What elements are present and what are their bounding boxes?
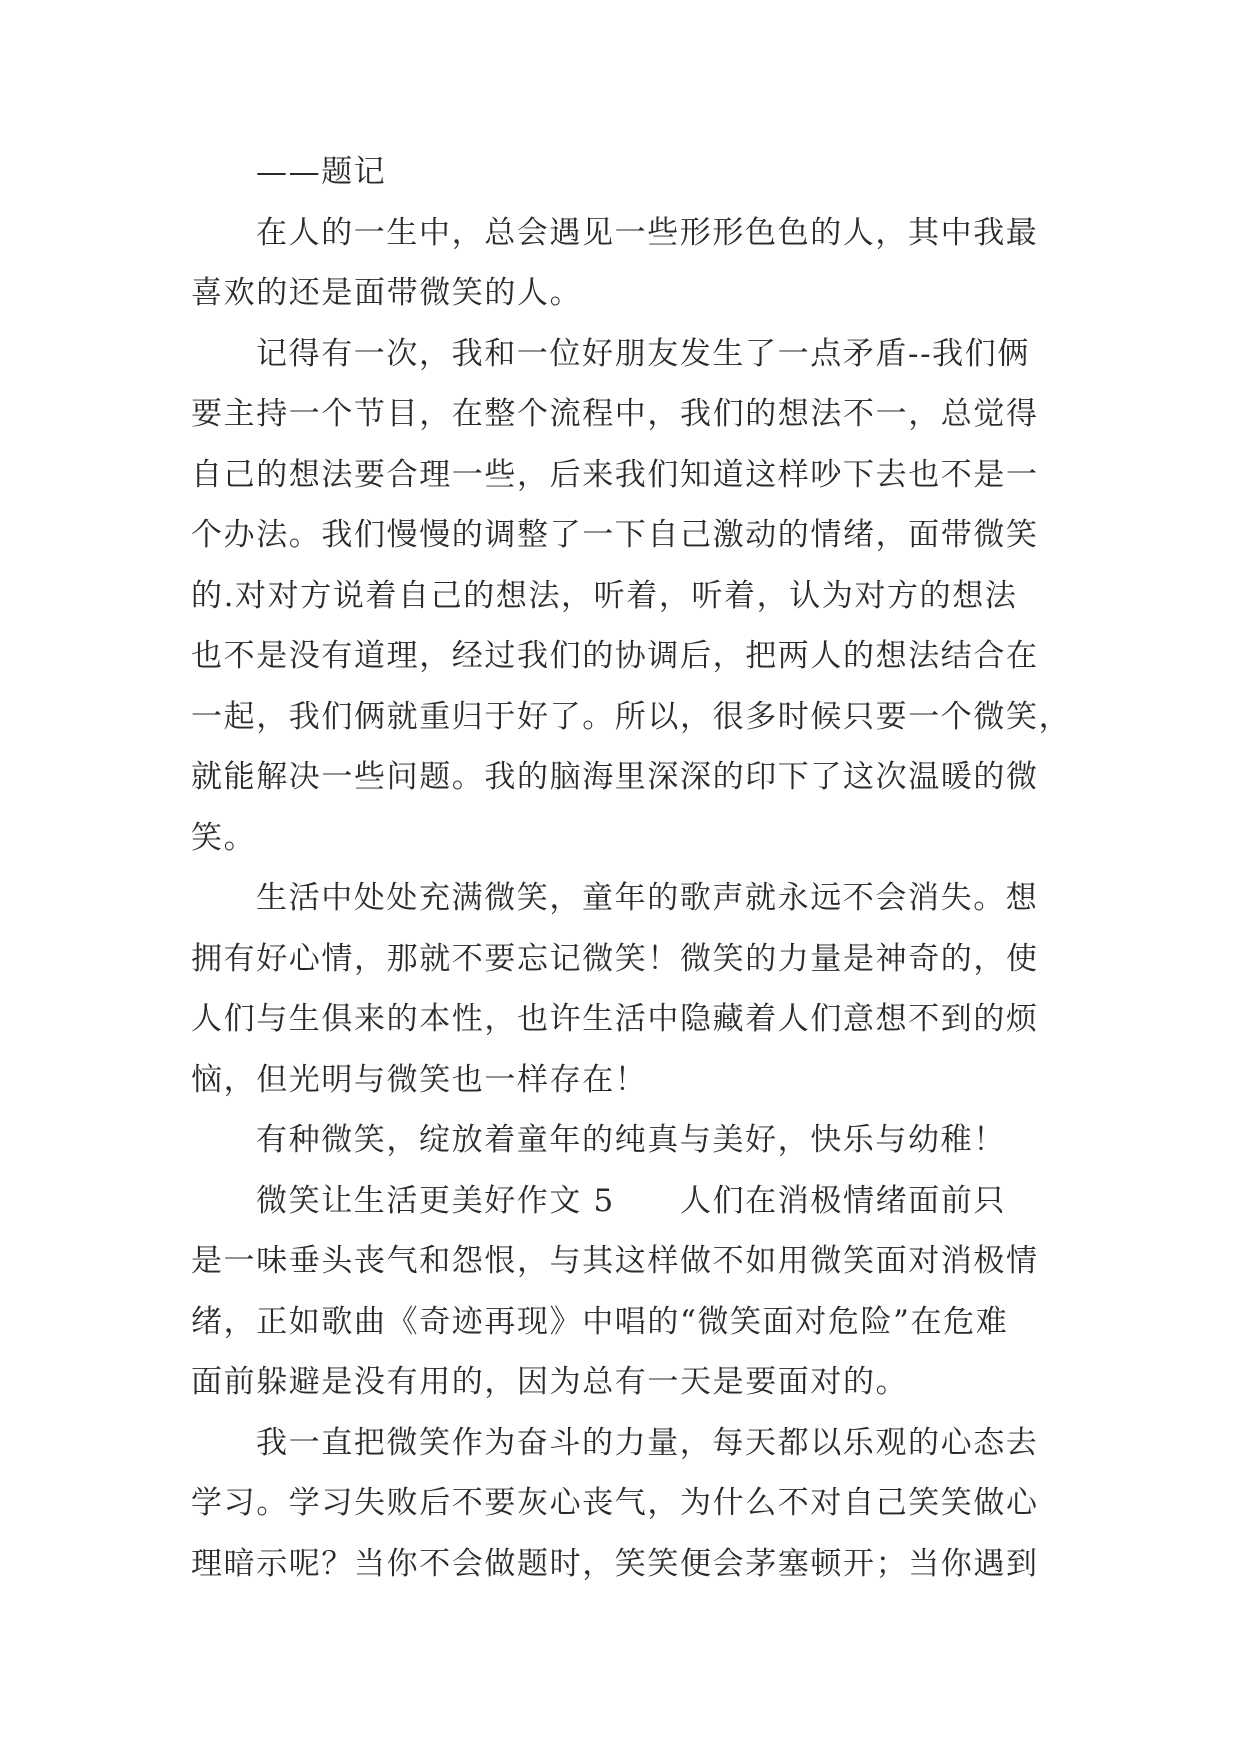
paragraph-2-line-5: 的.对对方说着自己的想法，听着，听着，认为对方的想法 (191, 577, 1018, 614)
paragraph-3-line-4: 恼，但光明与微笑也一样存在！ (191, 1061, 648, 1098)
paragraph-3-line-3: 人们与生俱来的本性，也许生活中隐藏着人们意想不到的烦 (191, 1001, 1039, 1037)
paragraph-1-line-2: 喜欢的还是面带微笑的人。 (191, 275, 583, 311)
paragraph-2-line-6: 也不是没有道理，经过我们的协调后，把两人的想法结合在 (191, 638, 1039, 674)
paragraph-2-line-4: 个办法。我们慢慢的调整了一下自己激动的情绪，面带微笑 (191, 517, 1039, 553)
paragraph-6-line-3: 理暗示呢？当你不会做题时，笑笑便会茅塞顿开；当你遇到 (191, 1545, 1039, 1582)
paragraph-2-line-3: 自己的想法要合理一些，后来我们知道这样吵下去也不是一 (191, 456, 1039, 493)
paragraph-6-line-1: 我一直把微笑作为奋斗的力量，每天都以乐观的心态去 (256, 1424, 1039, 1461)
paragraph-4-line-1: 有种微笑，绽放着童年的纯真与美好，快乐与幼稚！ (256, 1122, 1006, 1158)
paragraph-5-line-1: 微笑让生活更美好作文 5 人们在消极情绪面前只 (256, 1182, 1006, 1219)
paragraph-3-line-2: 拥有好心情，那就不要忘记微笑！微笑的力量是神奇的，使 (191, 940, 1039, 977)
paragraph-5-line-4: 面前躲避是没有用的，因为总有一天是要面对的。 (191, 1364, 909, 1400)
paragraph-1-line-1: 在人的一生中，总会遇见一些形形色色的人，其中我最 (256, 214, 1039, 251)
paragraph-3-line-1: 生活中处处充满微笑，童年的歌声就永远不会消失。想 (256, 880, 1039, 916)
epigraph-sign: ——题记 (256, 154, 387, 190)
paragraph-2-line-8: 就能解决一些问题。我的脑海里深深的印下了这次温暖的微 (191, 759, 1039, 795)
paragraph-5-line-2: 是一味垂头丧气和怨恨，与其这样做不如用微笑面对消极情 (191, 1243, 1039, 1279)
paragraph-2-line-9: 笑。 (191, 819, 257, 856)
paragraph-2-line-7: 一起，我们俩就重归于好了。所以，很多时候只要一个微笑， (191, 698, 1072, 735)
paragraph-2-line-1: 记得有一次，我和一位好朋友发生了一点矛盾--我们俩 (256, 335, 1030, 372)
paragraph-5-line-3: 绪，正如歌曲《奇迹再现》中唱的“微笑面对危险”在危难 (191, 1303, 1009, 1340)
paragraph-2-line-2: 要主持一个节目，在整个流程中，我们的想法不一，总觉得 (191, 396, 1039, 432)
paragraph-6-line-2: 学习。学习失败后不要灰心丧气，为什么不对自己笑笑做心 (191, 1485, 1039, 1521)
